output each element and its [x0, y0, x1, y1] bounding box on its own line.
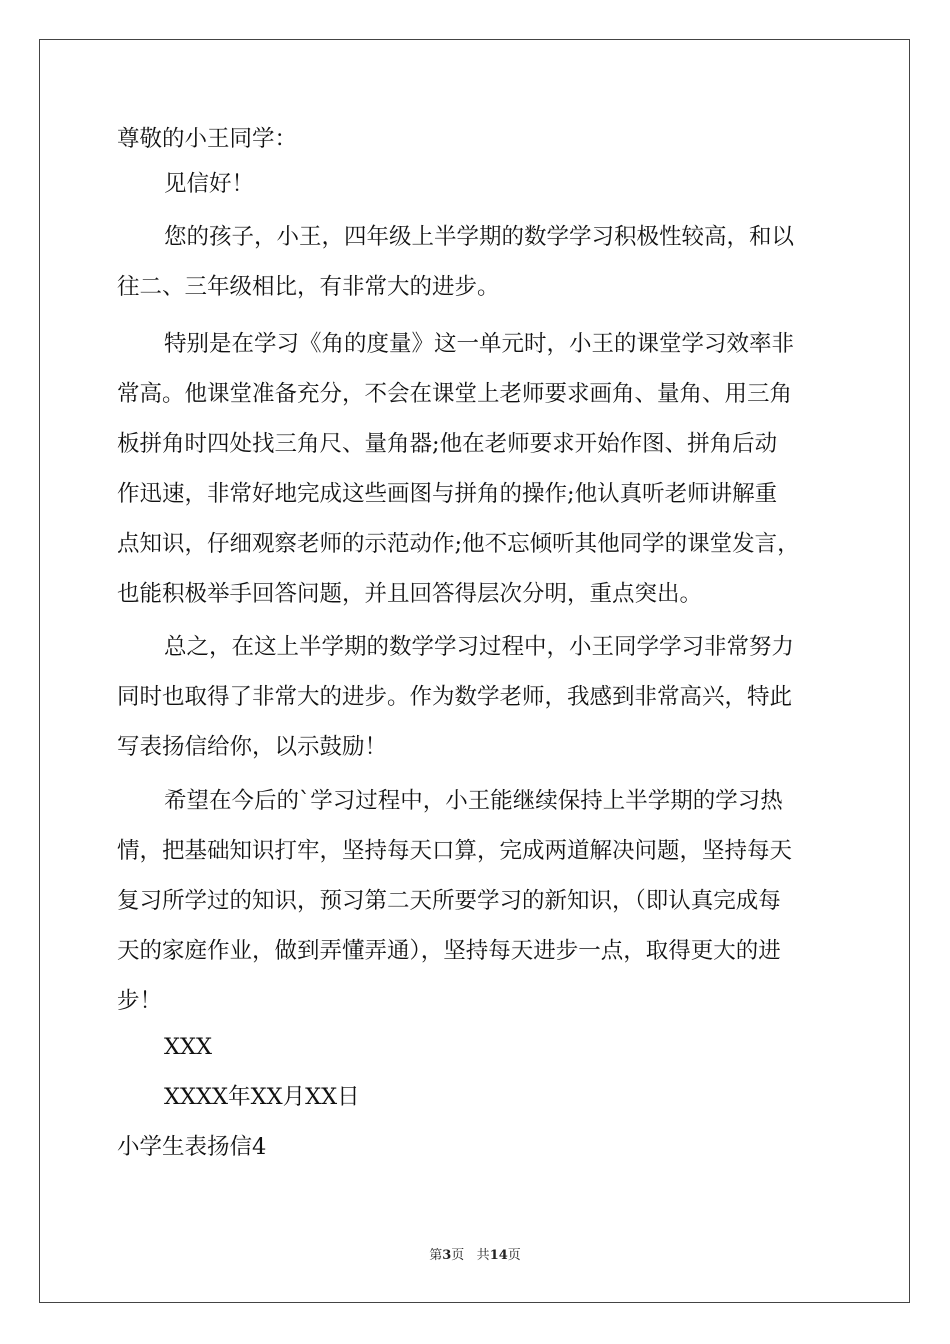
paragraph-line: 写表扬信给你，以示鼓励！ [117, 734, 388, 760]
paragraph-line: 情，把基础知识打牢，坚持每天口算，完成两道解决问题，坚持每天 [117, 838, 793, 864]
paragraph-line: 往二、三年级相比，有非常大的进步。 [117, 274, 500, 300]
page-footer [0, 1248, 950, 1264]
total-number: 14 [489, 1248, 508, 1263]
paragraph-line: 您的孩子，小王，四年级上半学期的数学学习积极性较高，和以 [164, 224, 795, 250]
signature: XXX [164, 1034, 213, 1060]
paragraph-line: 天的家庭作业，做到弄懂弄通），坚持每天进步一点，取得更大的进 [117, 938, 781, 964]
paragraph-line: 板拼角时四处找三角尺、量角器;他在老师要求开始作图、拼角后动 [117, 431, 778, 457]
section-heading: 小学生表扬信4 [117, 1134, 267, 1160]
paragraph-line: 特别是在学习《角的度量》这一单元时，小王的课堂学习效率非 [164, 331, 795, 357]
paragraph-line: 也能积极举手回答问题，并且回答得层次分明，重点突出。 [117, 581, 703, 607]
salutation: 尊敬的小王同学： [117, 126, 298, 152]
page-prefix: 第 [429, 1248, 443, 1263]
paragraph-line: 点知识，仔细观察老师的示范动作;他不忘倾听其他同学的课堂发言， [117, 531, 800, 557]
total-suffix: 页 [507, 1248, 521, 1263]
paragraph-line: 希望在今后的`学习过程中，小王能继续保持上半学期的学习热 [164, 788, 783, 814]
paragraph-line: 同时也取得了非常大的进步。作为数学老师，我感到非常高兴，特此 [117, 684, 793, 710]
paragraph-line: 总之，在这上半学期的数学学习过程中，小王同学学习非常努力 [164, 634, 795, 660]
date: XXXX年XX月XX日 [164, 1084, 360, 1110]
paragraph-line: 常高。他课堂准备充分，不会在课堂上老师要求画角、量角、用三角 [117, 381, 793, 407]
page-suffix: 页 [451, 1248, 465, 1263]
paragraph-line: 步！ [117, 988, 163, 1014]
paragraph-line: 复习所学过的知识，预习第二天所要学习的新知识，（即认真完成每 [117, 888, 781, 914]
greeting: 见信好！ [164, 171, 255, 197]
paragraph-line: 作迅速，非常好地完成这些画图与拼角的操作;他认真听老师讲解重 [117, 481, 778, 507]
page-number: 3 [442, 1248, 452, 1263]
total-prefix: 共 [476, 1248, 490, 1263]
